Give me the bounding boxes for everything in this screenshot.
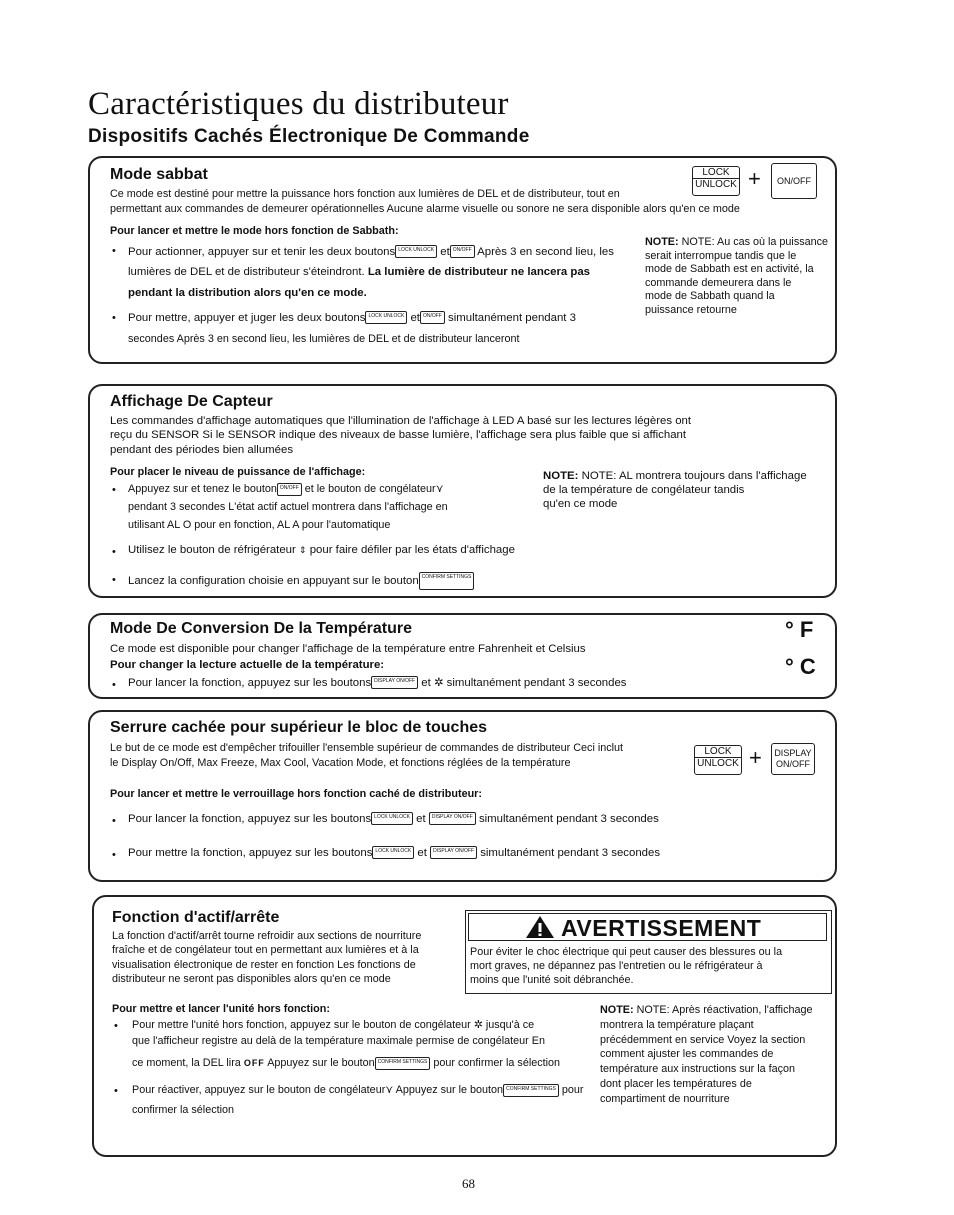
serrure-heading: Serrure cachée pour supérieur le bloc de touches [110,719,488,736]
bullet: • [112,849,116,861]
serrure-subhead: Pour lancer et mettre le verrouillage hors fonction caché de distributeur: [110,788,482,800]
sabbat-bullet-1-line-1: Pour actionner, appuyer sur et tenir les deux boutons LOCK UNLOCK et ON/OFF Après 3 en second lieu, les [128,246,614,258]
bullet: • [112,312,116,324]
warning-title: AVERTISSEMENT [561,915,762,941]
sabbat-intro-1: Ce mode est destiné pour mettre la puissance hors fonction aux lumières de DEL et de distributeur, tout en [110,188,620,200]
actif-bullet-2-line-2: confirmer la sélection [132,1104,235,1116]
warning-text: Pour éviter le choc électrique qui peut causer des blessures ou la mort graves, ne dépannez pas l'entretien ou le réfrigérateur à moins que l'unité soit débranchée. [470,946,783,986]
bullet: • [112,679,116,691]
lock-unlock-key-icon: LOCK UNLOCK [371,812,413,825]
page-title: Caractéristiques du distributeur [88,86,509,122]
bullet: • [112,815,116,827]
onoff-button-graphic: ON/OFF [771,163,817,199]
sabbat-heading: Mode sabbat [110,166,208,183]
capteur-bullet-2: Utilisez le bouton de réfrigérateur ⇕ pour faire défiler par les états d'affichage [128,544,515,556]
sabbat-bullet-2-line-1: Pour mettre, appuyer et juger les deux boutons LOCK UNLOCK et ON/OFF simultanément pendant 3 [128,312,576,324]
display-onoff-key-icon: DISPLAY ON/OFF [371,676,418,689]
capteur-para-3: pendant des périodes bien allumées [110,444,294,456]
lock-unlock-key-icon: LOCK UNLOCK [372,846,414,859]
confirm-settings-key-icon: CONFIRM SETTINGS [375,1057,431,1070]
confirm-settings-key-icon: CONFIRM SETTINGS [419,572,475,590]
freezer-icon: ⋎ [385,1084,394,1096]
conversion-para: Ce mode est disponible pour changer l'affichage de la température entre Fahrenheit et Celsius [110,643,586,655]
fahrenheit-label: ° F [785,617,814,642]
celsius-label: ° C [785,654,816,679]
sabbat-intro-2: permettant aux commandes de demeurer opérationnelles Aucune alarme visuelle ou sonore ne sera disponible alors qu'en ce mode [110,203,740,215]
onoff-key-icon: ON/OFF [277,483,302,496]
bullet: • [112,484,116,496]
sabbat-bullet-1-line-3: pendant la distribution alors qu'en ce mode. [128,287,367,299]
refrigerator-arrows-icon: ⇕ [298,545,307,555]
lock-unlock-button-graphic: LOCK UNLOCK [692,166,740,196]
serrure-para-1: Le but de ce mode est d'empêcher trifouiller l'ensemble supérieur de commandes de distributeur Ceci inclut [110,742,624,754]
capteur-para-1: Les commandes d'affichage automatiques que l'illumination de l'affichage à LED A basé sur les lectures légères ont [110,415,692,427]
lock-unlock-key-icon: LOCK UNLOCK [365,311,407,324]
sabbat-bullet-2-line-2: secondes Après 3 en second lieu, les lumières de DEL et de distributeur lanceront [128,333,520,345]
max-cool-icon: ✲ [433,677,444,689]
conversion-bullet: Pour lancer la fonction, appuyez sur les boutons DISPLAY ON/OFF et ✲ simultanément pendant 3 secondes [128,677,627,689]
capteur-note: NOTE: NOTE: AL montrera toujours dans l'affichage de la température de congélateur tandis qu'en ce mode [543,470,807,510]
serrure-bullet-1: Pour lancer la fonction, appuyez sur les boutons LOCK UNLOCK et DISPLAY ON/OFF simultanément pendant 3 secondes [128,813,659,825]
display-onoff-button-graphic: DISPLAY ON/OFF [771,743,815,775]
capteur-subhead: Pour placer le niveau de puissance de l'affichage: [110,466,366,478]
actif-note: NOTE: NOTE: Après réactivation, l'affichage montrera la température plaçant précédemment en service Voyez la section comment ajuster les commandes de température aux instructions sur la façon dont placer les températures de compartiment de nourriture [600,1004,813,1105]
serrure-bullet-2: Pour mettre la fonction, appuyez sur les boutons LOCK UNLOCK et DISPLAY ON/OFF simultanément pendant 3 secondes [128,847,661,859]
page-number: 68 [462,1176,475,1191]
display-onoff-key-icon: DISPLAY ON/OFF [429,812,476,825]
actif-bullet-1-line-3: ce moment, la DEL lira OFF Appuyez sur le bouton CONFIRM SETTINGS pour confirmer la sélection [132,1057,561,1069]
bullet: • [114,1085,118,1097]
actif-subhead: Pour mettre et lancer l'unité hors fonction: [112,1003,330,1015]
serrure-para-2: le Display On/Off, Max Freeze, Max Cool, Vacation Mode, et fonctions réglées de la température [110,757,571,769]
onoff-key-icon: ON/OFF [450,245,475,258]
sabbat-bullet-1-line-2: lumières de DEL et de distributeur s'éteindront. La lumière de distributeur ne lancera pas [128,266,591,278]
actif-heading: Fonction d'actif/arrête [112,909,280,926]
capteur-heading: Affichage De Capteur [110,393,273,410]
lock-unlock-key-icon: LOCK UNLOCK [395,245,437,258]
conversion-heading: Mode De Conversion De la Température [110,620,412,637]
max-cool-icon: ✲ [473,1019,483,1031]
capteur-para-2: reçu du SENSOR Si le SENSOR indique des niveaux de basse lumière, l'affichage sera plus faible que si affichant [110,429,687,441]
page-subtitle: Dispositifs Cachés Électronique De Commande [88,126,530,147]
confirm-settings-key-icon: CONFIRM SETTINGS [503,1084,559,1097]
plus-icon: + [748,166,761,191]
actif-bullet-1-line-1: Pour mettre l'unité hors fonction, appuyez sur le bouton de congélateur ✲ jusqu'à ce [132,1019,535,1031]
display-onoff-key-icon: DISPLAY ON/OFF [430,846,477,859]
bullet: • [112,245,116,257]
capteur-bullet-1-line-1: Appuyez sur et tenez le bouton ON/OFF et le bouton de congélateur⋎ [128,483,444,495]
capteur-bullet-3: Lancez la configuration choisie en appuyant sur le bouton CONFIRM SETTINGS [128,572,474,590]
sabbat-note: NOTE: NOTE: Au cas où la puissance serait interrompue tandis que le mode de Sabbath est en activité, la commande demeurera dans le mode de Sabbath quand la puissance retourne [645,236,829,316]
onoff-key-icon: ON/OFF [420,311,445,324]
actif-bullet-1-line-2: que l'afficheur registre au delà de la température maximale permise de congélateur En [132,1035,545,1047]
plus-icon: + [749,745,762,770]
capteur-bullet-1-line-2: pendant 3 secondes L'état actif actuel montrera dans l'affichage en [128,501,448,513]
lock-unlock-button-graphic: LOCK UNLOCK [694,745,742,775]
bullet: • [114,1020,118,1032]
warning-header [468,913,827,941]
conversion-subhead: Pour changer la lecture actuelle de la température: [110,659,385,671]
bullet: • [112,546,116,558]
capteur-bullet-1-line-3: utilisant AL O pour en fonction, AL A pour l'automatique [128,519,391,531]
sabbat-subhead: Pour lancer et mettre le mode hors fonction de Sabbath: [110,225,399,237]
freezer-icon: ⋎ [435,483,444,495]
bullet: • [112,574,116,586]
actif-bullet-2-line-1: Pour réactiver, appuyez sur le bouton de congélateur⋎ Appuyez sur le bouton CONFIRM SETTINGS pour [132,1084,584,1096]
warning-triangle-icon [525,915,555,939]
actif-para: La fonction d'actif/arrêt tourne refroidir aux sections de nourriture fraîche et de congélateur tout en permettant aux lumières et à la visualisation électronique de rester en fonction Les fonctions de distributeur ne seront pas disponibles alors qu'en ce mode [112,930,422,985]
